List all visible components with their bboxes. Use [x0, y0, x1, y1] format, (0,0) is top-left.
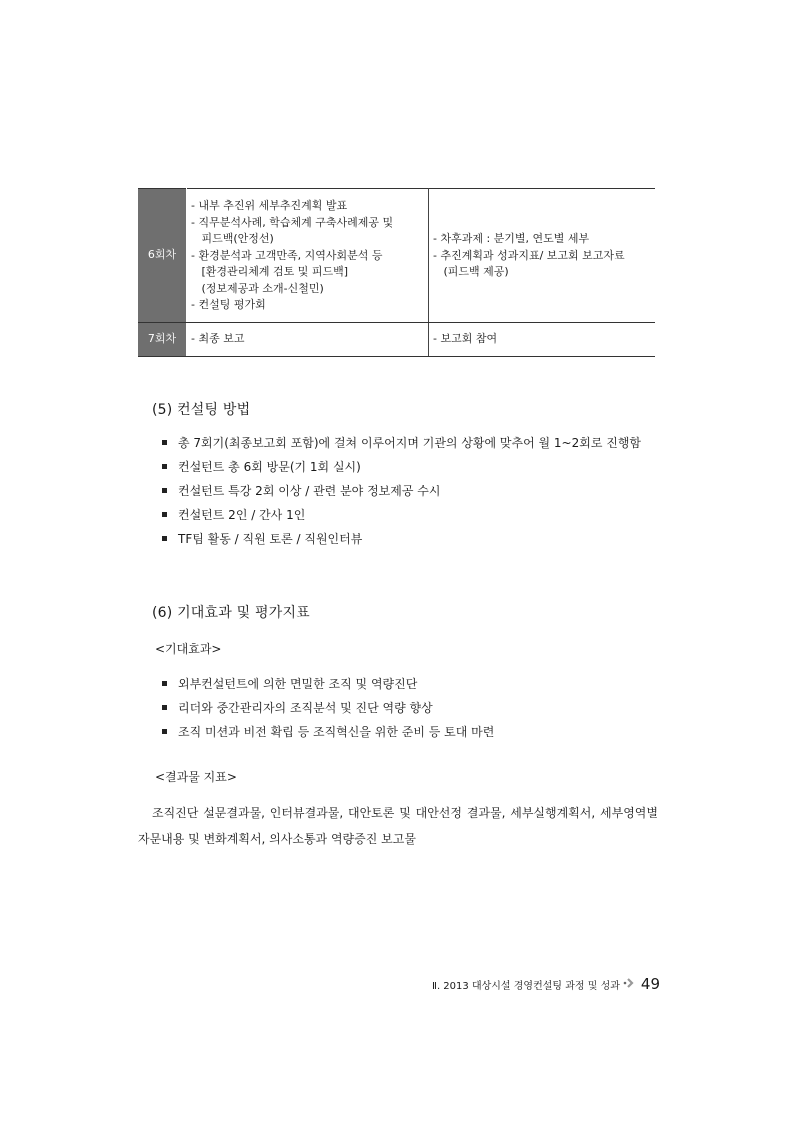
list-item: 리더와 중간관리자의 조직분석 및 진단 역량 향상 [160, 696, 660, 720]
page-number: 49 [640, 975, 660, 993]
session-followup-cell [429, 322, 656, 356]
session-followup-list [433, 231, 651, 281]
subheading-output-indicators: <결과물 지표> [155, 770, 237, 784]
session-content-cell [187, 189, 429, 323]
list-item: - 직무분석사례, 학습체계 구축사례제공 및 [191, 215, 394, 229]
list-item: 컨설턴트 2인 / 간사 1인 [160, 503, 660, 527]
list-item: 조직 미션과 비전 확립 등 조직혁신을 위한 준비 등 토대 마련 [160, 720, 660, 744]
list-item: - 내부 추진위 세부추진계획 발표 [191, 199, 348, 212]
schedule-table [138, 188, 655, 357]
subheading-expected-effects: <기대효과> [155, 642, 222, 656]
running-title: Ⅱ. 2013 대상시설 경영컨설팅 과정 및 성과 [432, 980, 620, 992]
session-content-list [191, 198, 424, 314]
output-indicators-paragraph: 조직진단 설문결과물, 인터뷰결과물, 대안토론 및 대안선정 결과물, 세부실행계획서, 세부영역별 자문내용 및 변화계획서, 의사소통과 역량증진 보고물 [138, 806, 658, 846]
list-item: - 보고회 참여 [433, 331, 498, 345]
session-label: 6회차 [138, 189, 187, 323]
list-item: (정보제공과 소개-신철민) [191, 281, 324, 295]
table-row [138, 322, 655, 356]
table-row [138, 189, 655, 323]
list-item: - 차후과제 : 분기별, 연도별 세부 [433, 232, 590, 245]
session-content-list [191, 331, 424, 348]
session-content-cell [187, 322, 429, 356]
chevron-right-icon [623, 977, 635, 992]
method-bullet-list [160, 431, 660, 551]
list-item: - 추진계획과 성과지표/ 보고회 보고자료 [433, 248, 625, 262]
session-followup-cell [429, 189, 656, 323]
list-item: TF팀 활동 / 직원 토론 / 직원인터뷰 [160, 527, 660, 551]
list-item: 컨설턴트 특강 2회 이상 / 관련 분야 정보제공 수시 [160, 479, 660, 503]
list-item: 총 7회기(최종보고회 포함)에 걸쳐 이루어지며 기관의 상황에 맞추어 월 1~2회로 진행함 [160, 431, 660, 455]
list-item: - 컨설팅 평가회 [191, 298, 266, 311]
list-item: 외부컨설턴트에 의한 면밀한 조직 및 역량진단 [160, 672, 660, 696]
list-item: - 최종 보고 [191, 331, 245, 345]
list-item: [환경관리체계 검토 및 피드백] [191, 265, 349, 278]
session-followup-list [433, 331, 651, 348]
list-item: - 환경분석과 고객만족, 지역사회분석 등 [191, 248, 383, 262]
section-heading-method: (5) 컨설팅 방법 [152, 402, 251, 418]
effects-bullet-list [160, 672, 660, 744]
section-heading-effects: (6) 기대효과 및 평가지표 [152, 605, 310, 621]
list-item: 피드백(안정선) [191, 232, 274, 245]
session-label: 7회차 [138, 322, 187, 356]
page-footer [424, 974, 660, 994]
list-item: 컨설턴트 총 6회 방문(기 1회 실시) [160, 455, 660, 479]
list-item: (피드백 제공) [433, 265, 509, 278]
